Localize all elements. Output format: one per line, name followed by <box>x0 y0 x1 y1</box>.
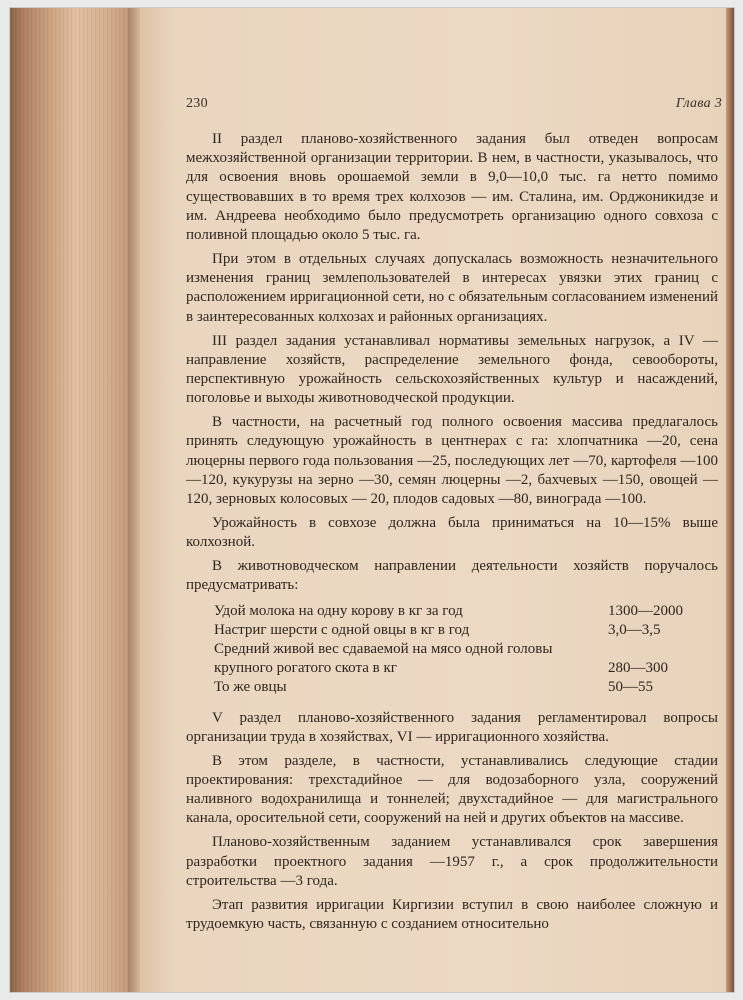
table-row-label: Настриг шерсти с одной овцы в кг в год <box>214 621 470 638</box>
table-row <box>214 602 708 621</box>
paragraph: Урожайность в совхозе должна была приниматься на 10—15% выше колхозной. <box>186 515 718 551</box>
paragraph: Планово-хозяйственным заданием устанавливался срок завершения разработки проектного задания —1957 г., а срок продолжительности строительства —3 года. <box>186 834 718 889</box>
paragraph: Этап развития ирригации Киргизии вступил в свою наиболее сложную и трудоемкую часть, связанную с созданием относительно <box>186 896 718 933</box>
table-row-value: 50—55 <box>608 679 653 696</box>
table-row-label: То же овцы <box>214 679 287 696</box>
table-row-label: Средний живой вес сдаваемой на мясо одной головы крупного рогатого скота в кг <box>214 641 553 677</box>
book-page-edges <box>10 8 130 992</box>
paragraph: В этом разделе, в частности, устанавливались следующие стадии проектирования: трехстадийное — для водозаборного узла, сооружений наливного водохранилища и тоннелей; двухстадийное — для магистрального канала, оросительной сети, сооружений на ней и других объектов на массиве. <box>186 752 718 827</box>
paragraph: В животноводческом направлении деятельности хозяйств поручалось предусматривать: <box>186 558 718 594</box>
paragraph: V раздел планово-хозяйственного задания регламентировал вопросы организации труда в хозяйствах, VI — ирригационного хозяйства. <box>186 709 718 745</box>
running-header <box>186 96 722 116</box>
table-row <box>214 640 708 678</box>
paragraph: III раздел задания устанавливал нормативы земельных нагрузок, а IV — направление хозяйств, распределение земельного фонда, севообороты, перспективную урожайность сельскохозяйственных культур и насаждений, поголовье и выходы животноводческой продукции. <box>186 332 718 407</box>
livestock-norms-table <box>214 602 708 698</box>
table-row-label: Удой молока на одну корову в кг за год <box>214 602 463 619</box>
chapter-title: Глава 3 <box>675 96 722 111</box>
table-row <box>214 678 708 697</box>
table-row <box>214 621 708 640</box>
page-body <box>186 130 718 934</box>
paragraph: II раздел планово-хозяйственного задания был отведен вопросам межхозяйственной организации территории. В нем, в частности, указывалось, что для освоения вновь орошаемой земли в 9,0—10,0 тыс. га нетто помимо существовавших в то время трех колхозов — им. Сталина, им. Орджоникидзе и им. Андреева необходимо было предусмотреть организацию одного совхоза с поливной площадью около 5 тыс. га. <box>186 131 718 244</box>
page-right-edge <box>726 8 734 992</box>
paragraph: В частности, на расчетный год полного освоения массива предлагалось принять следующую урожайность в центнерах с га: хлопчатника —20, сена люцерны первого года пользования —25, последующих лет —70, картофеля —100—120, кукурузы на зерно —30, семян люцерны —2, бахчевых —150, овощей —120, зерновых колосовых — 20, плодов садовых —80, винограда —100. <box>186 414 718 508</box>
paragraph: При этом в отдельных случаях допускалась возможность незначительного изменения границ землепользователей в интересах увязки этих границ с расположением ирригационной сети, но с обязательным согласованием изменений в заинтересованных колхозах и районных организациях. <box>186 251 718 325</box>
table-row-value: 3,0—3,5 <box>608 621 661 638</box>
table-row-value: 280—300 <box>608 660 668 677</box>
table-row-value: 1300—2000 <box>608 602 683 619</box>
page-number: 230 <box>186 96 208 111</box>
